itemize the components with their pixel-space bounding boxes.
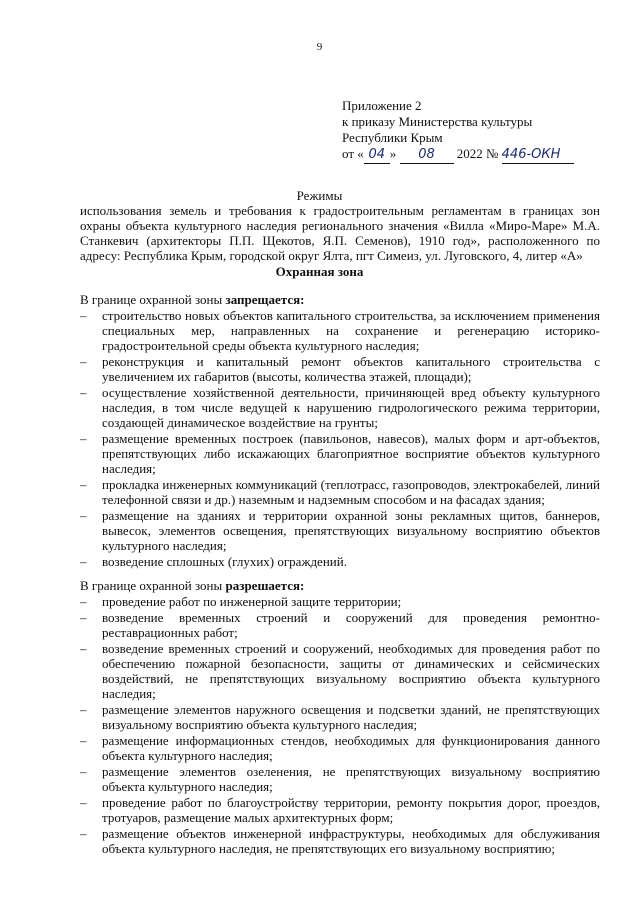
- list-item-text: реконструкция и капитальный ремонт объектов капитального строительства с увеличением их габаритов (высоты, количества этажей, площади);: [102, 354, 600, 384]
- list-item-text: размещение информационных стендов, необходимых для функционирования данного объекта культурного наследия;: [102, 733, 600, 763]
- list-item-text: возведение сплошных (глухих) ограждений.: [102, 554, 347, 569]
- list-bullet: –: [80, 795, 87, 810]
- list-item: [80, 702, 600, 732]
- allowed-section: [80, 578, 600, 857]
- list-bullet: –: [80, 702, 87, 717]
- date-mid: »: [389, 146, 397, 161]
- list-bullet: –: [80, 594, 87, 609]
- list-item-text: проведение работ по благоустройству территории, ремонту покрытия дорог, проездов, тротуаров, размещение малых архитектурных форм;: [102, 795, 600, 825]
- date-day-handwritten: 04: [364, 147, 390, 164]
- date-year: 2022 №: [456, 146, 499, 161]
- list-bullet: –: [80, 733, 87, 748]
- list-item: [80, 795, 600, 825]
- list-bullet: –: [80, 431, 87, 446]
- list-item: [80, 354, 600, 384]
- list-item-text: осуществление хозяйственной деятельности, причиняющей вред объекту культурного наследия, в том числе ведущей к нарушению гидрологического режима территории, создающей динамическое воздействие на грунты;: [102, 385, 600, 430]
- document-intro: использования земель и требования к градостроительным регламентам в границах зон охраны объекта культурного наследия регионального значения «Вилла «Миро-Маре» М.А. Станкевич (архитекторы П.П. Щекотов, Я.П. Семенов), 1910 год», расположенного по адресу: Республика Крым, городской округ Ялта, пгт Симеиз, ул. Луговского, 4, литер «А»: [80, 203, 600, 263]
- list-item-text: строительство новых объектов капитального строительства, за исключением применения специальных мер, направленных на сохранение и регенерацию историко-градостроительной среды объекта культурного наследия;: [102, 308, 600, 353]
- list-item: [80, 554, 600, 569]
- list-bullet: –: [80, 308, 87, 323]
- appendix-title: Приложение 2: [342, 98, 422, 113]
- appendix-date-line: [342, 146, 632, 164]
- prohibited-title: [80, 292, 600, 307]
- allowed-intro: В границе охранной зоны: [80, 578, 226, 593]
- list-item-text: возведение временных строений и сооружений, необходимых для проведения работ по обеспечению пожарной безопасности, защиты от динамических и сейсмических воздействий, не препятствующих визуальному восприятию объекта культурного наследия;: [102, 641, 600, 701]
- list-bullet: –: [80, 354, 87, 369]
- list-bullet: –: [80, 508, 87, 523]
- list-bullet: –: [80, 641, 87, 656]
- allowed-keyword: разрешается:: [225, 578, 305, 593]
- list-item: [80, 733, 600, 763]
- prohibited-section: [80, 292, 600, 570]
- list-item-text: размещение временных построек (павильонов, навесов), малых форм и арт-объектов, препятствующих либо искажающих благоприятное восприятие объектов культурного наследия;: [102, 431, 600, 476]
- list-bullet: –: [80, 826, 87, 841]
- list-item: [80, 641, 600, 701]
- list-item: [80, 610, 600, 640]
- order-number-handwritten: 446-ОКН: [502, 147, 574, 164]
- list-bullet: –: [80, 610, 87, 625]
- list-bullet: –: [80, 477, 87, 492]
- prohibited-intro: В границе охранной зоны: [80, 292, 226, 307]
- list-item-text: размещение элементов озеленения, не препятствующих визуальному восприятию объекта культурного наследия;: [102, 764, 600, 794]
- list-bullet: –: [80, 554, 87, 569]
- list-bullet: –: [80, 385, 87, 400]
- list-item: [80, 826, 600, 856]
- appendix-republic: Республики Крым: [342, 130, 443, 145]
- list-item-text: размещение объектов инженерной инфраструктуры, необходимых для обслуживания объекта культурного наследия, не препятствующих его визуальному восприятию;: [102, 826, 600, 856]
- list-item-text: прокладка инженерных коммуникаций (теплотрасс, газопроводов, электрокабелей, линий телефонной связи и др.) наземным и надземным способом и на фасадах здания;: [102, 477, 600, 507]
- list-item-text: возведение временных строений и сооружений для проведения ремонтно-реставрационных работ;: [102, 610, 600, 640]
- list-item: [80, 594, 600, 609]
- appendix-order-ref: к приказу Министерства культуры: [342, 114, 533, 129]
- list-item: [80, 477, 600, 507]
- list-item-text: размещение на зданиях и территории охранной зоны рекламных щитов, баннеров, вывесок, элементов освещения, препятствующих визуальному восприятию объектов культурного наследия;: [102, 508, 600, 553]
- zone-title: Охранная зона: [275, 264, 364, 279]
- date-month-handwritten: 08: [400, 147, 454, 164]
- prohibited-keyword: запрещается:: [225, 292, 305, 307]
- list-item: [80, 308, 600, 353]
- list-bullet: –: [80, 764, 87, 779]
- allowed-title: [80, 578, 600, 593]
- list-item: [80, 385, 600, 430]
- document-heading: Режимы: [296, 188, 343, 203]
- list-item: [80, 431, 600, 476]
- allowed-list: [80, 594, 600, 856]
- appendix-header: [342, 98, 632, 164]
- list-item-text: размещение элементов наружного освещения и подсветки зданий, не препятствующих визуальному восприятию объекта культурного наследия;: [102, 702, 600, 732]
- date-prefix: от «: [342, 146, 364, 161]
- list-item: [80, 764, 600, 794]
- list-item-text: проведение работ по инженерной защите территории;: [102, 594, 402, 609]
- page-number: 9: [316, 41, 323, 53]
- list-item: [80, 508, 600, 553]
- prohibited-list: [80, 308, 600, 569]
